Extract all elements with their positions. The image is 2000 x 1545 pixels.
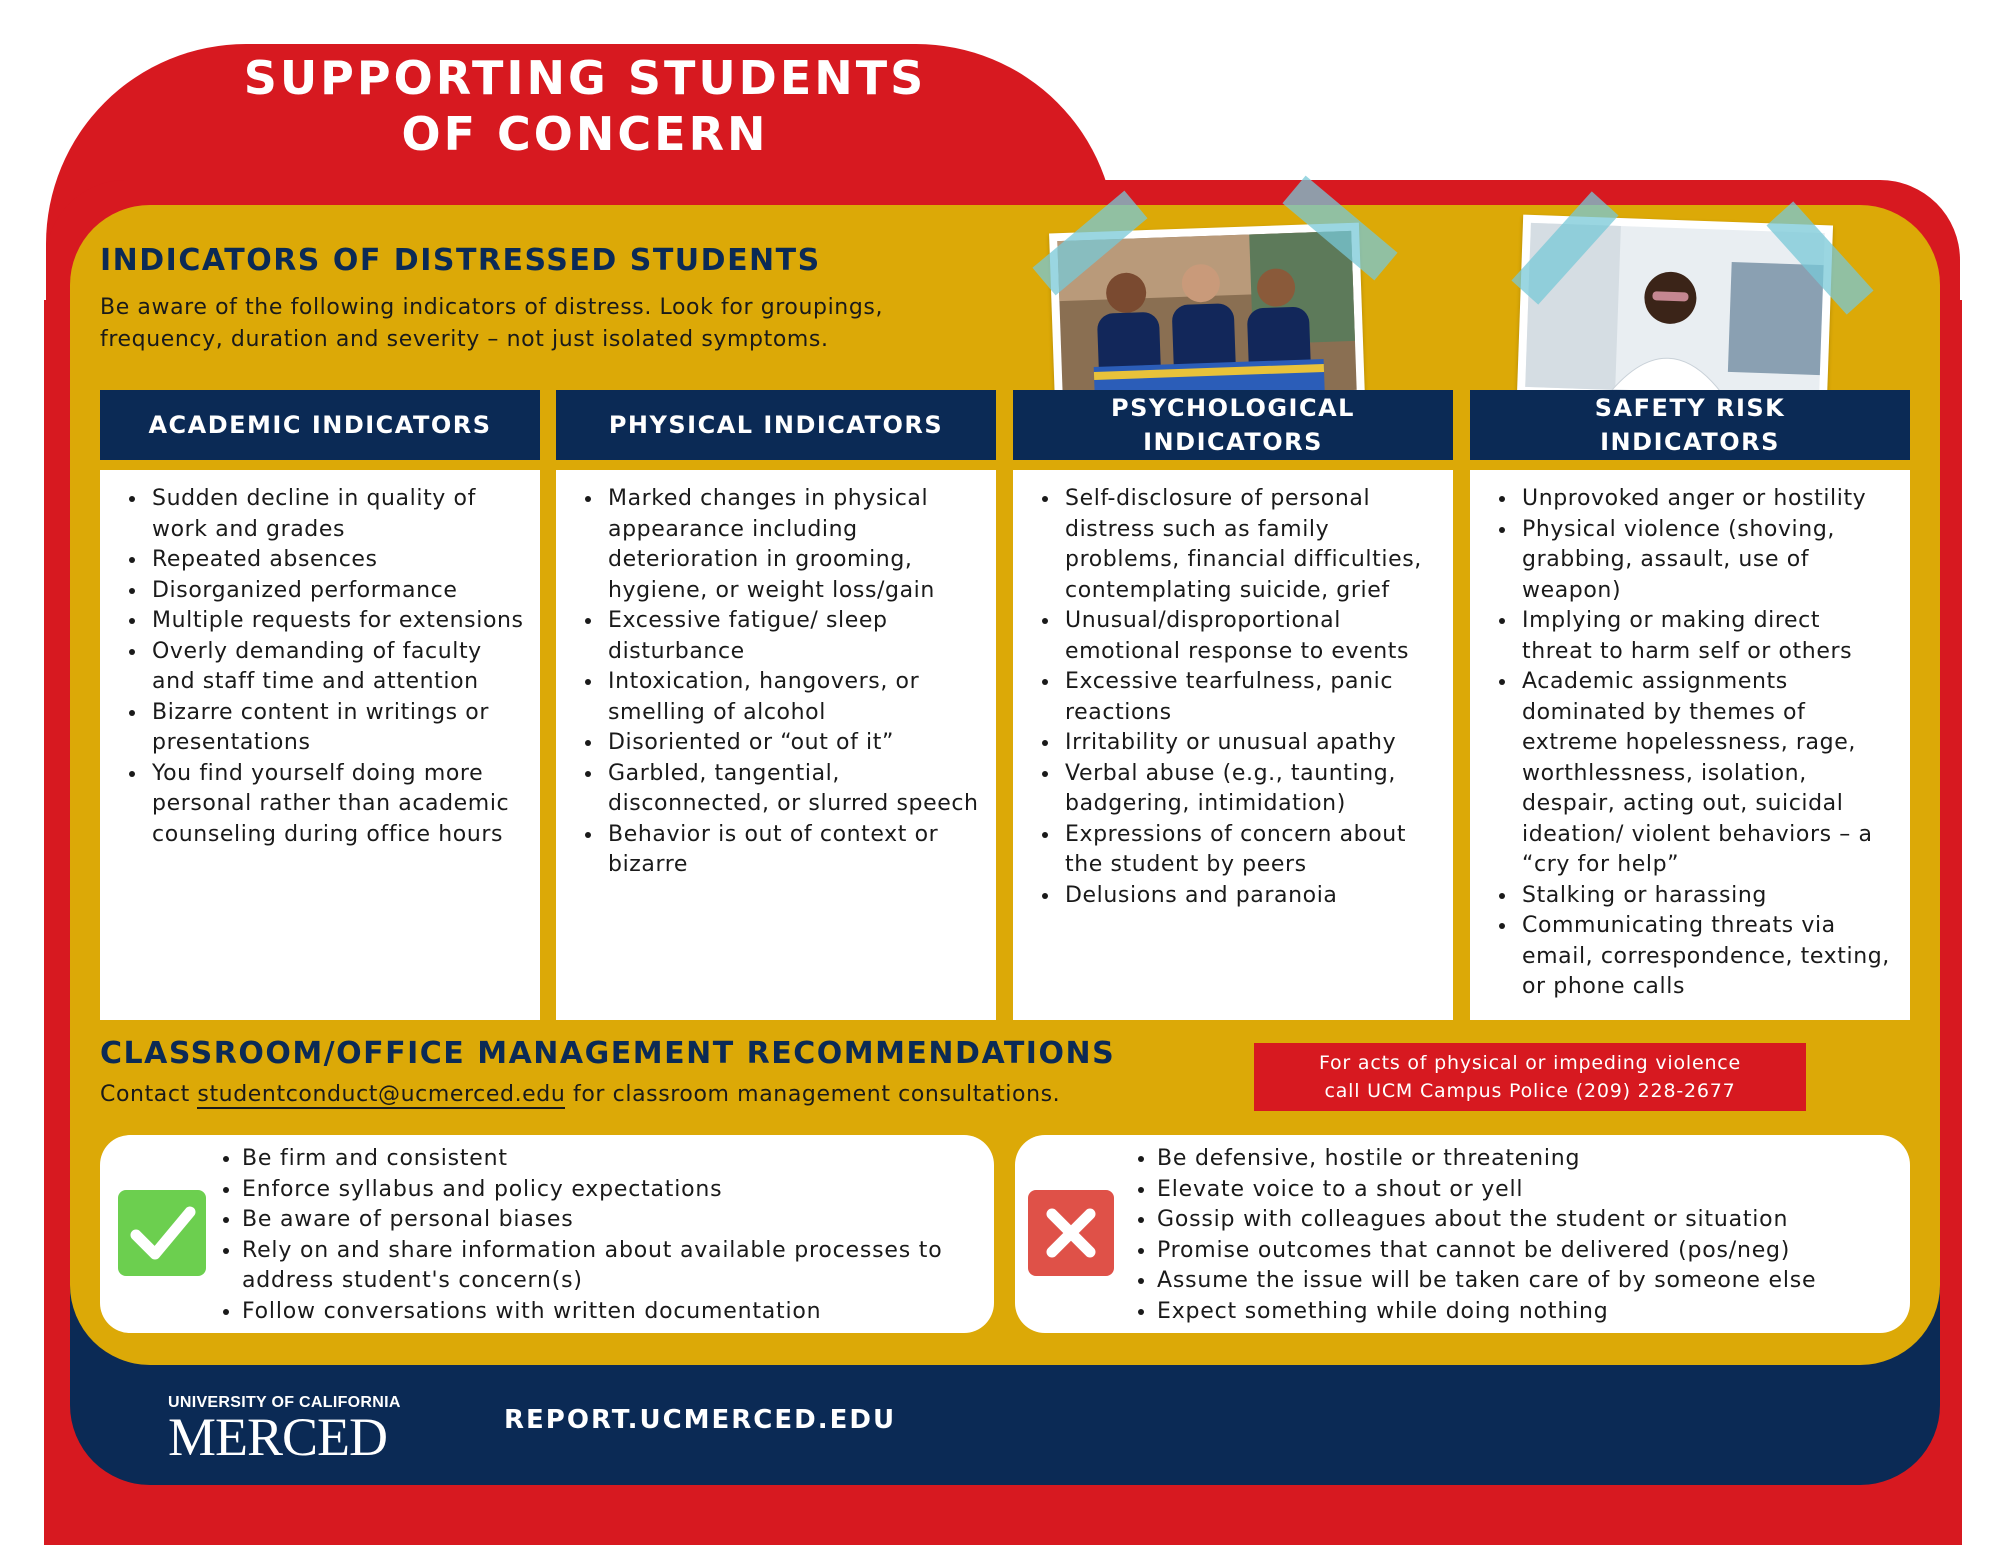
list-item: • Delusions and paranoia: [1061, 881, 1437, 912]
list-item: • Implying or making direct threat to harm self or others: [1518, 606, 1894, 667]
campus-police-line-1: For acts of physical or impeding violence: [1318, 1052, 1742, 1074]
list-item: • Marked changes in physical appearance including deterioration in grooming, hygiene, or weight loss/gain: [604, 484, 980, 606]
list-item: • Elevate voice to a shout or yell: [1157, 1175, 1907, 1206]
campus-police-line-2: call UCM Campus Police (209) 228-2677: [1324, 1080, 1736, 1102]
safety-risk-indicators-header-line-1: SAFETY RISK: [1594, 394, 1786, 422]
list-item: • Assume the issue will be taken care of by someone else: [1157, 1266, 1907, 1297]
list-item: • Be defensive, hostile or threatening: [1157, 1144, 1907, 1175]
list-item: • Enforce syllabus and policy expectations: [242, 1175, 1002, 1206]
list-item: • Physical violence (shoving, grabbing, assault, use of weapon): [1518, 515, 1894, 607]
academic-indicators-box: [100, 470, 540, 1020]
list-item: • Self-disclosure of personal distress such as family problems, financial difficulties, contemplating suicide, grief: [1061, 484, 1437, 606]
indicators-heading: INDICATORS OF DISTRESSED STUDENTS: [100, 243, 821, 278]
list-item: • Expressions of concern about the student by peers: [1061, 820, 1437, 881]
list-item: • Garbled, tangential, disconnected, or slurred speech: [604, 759, 980, 820]
list-item: • Rely on and share information about available processes to address student's concern(s): [242, 1236, 1002, 1297]
physical-indicators-list: [574, 484, 980, 881]
list-item: • Verbal abuse (e.g., taunting, badgering, intimidation): [1061, 759, 1437, 820]
student-conduct-email-link[interactable]: studentconduct@ucmerced.edu: [197, 1082, 566, 1107]
campus-police-callout: [1254, 1043, 1806, 1111]
uc-merced-logo-top: UNIVERSITY OF CALIFORNIA: [168, 1394, 401, 1411]
list-item: • Bizarre content in writings or presentations: [148, 698, 524, 759]
x-mark-icon: [1028, 1190, 1114, 1276]
physical-indicators-header: [556, 390, 996, 460]
list-item: • Communicating threats via email, correspondence, texting, or phone calls: [1518, 911, 1894, 1003]
list-item: • Excessive fatigue/ sleep disturbance: [604, 606, 980, 667]
academic-indicators-list: [118, 484, 524, 850]
list-item: • Disoriented or “out of it”: [604, 728, 980, 759]
management-heading: CLASSROOM/OFFICE MANAGEMENT RECOMMENDATIONS: [100, 1036, 1116, 1071]
list-item: • Unusual/disproportional emotional response to events: [1061, 606, 1437, 667]
checkmark-icon: [118, 1190, 206, 1276]
list-item: • Intoxication, hangovers, or smelling of alcohol: [604, 667, 980, 728]
uc-merced-logo-main: MERCED: [168, 1407, 388, 1467]
list-item: • Multiple requests for extensions: [148, 606, 524, 637]
psychological-indicators-header: [1013, 390, 1453, 460]
psychological-indicators-box: [1013, 470, 1453, 1020]
list-item: • Stalking or harassing: [1518, 881, 1894, 912]
safety-risk-indicators-list: [1488, 484, 1894, 1003]
contact-suffix: for classroom management consultations.: [565, 1082, 1061, 1107]
management-contact: [100, 1082, 1060, 1107]
academic-indicators-header-label: ACADEMIC INDICATORS: [148, 411, 492, 439]
psychological-indicators-header-line-1: PSYCHOLOGICAL: [1111, 394, 1355, 422]
safety-risk-indicators-header: [1470, 390, 1910, 460]
psychological-indicators-header-line-2: INDICATORS: [1143, 428, 1323, 456]
list-item: • Academic assignments dominated by themes of extreme hopelessness, rage, worthlessness, isolation, despair, acting out, suicidal ideation/ violent behaviors – a “cry for help”: [1518, 667, 1894, 881]
list-item: • Follow conversations with written documentation: [242, 1297, 1002, 1328]
page-title-line-2: OF CONCERN: [401, 107, 769, 161]
list-item: • You find yourself doing more personal rather than academic counseling during office hours: [148, 759, 524, 851]
list-item: • Sudden decline in quality of work and grades: [148, 484, 524, 545]
list-item: • Be aware of personal biases: [242, 1205, 1002, 1236]
list-item: • Overly demanding of faculty and staff time and attention: [148, 637, 524, 698]
list-item: • Gossip with colleagues about the student or situation: [1157, 1205, 1907, 1236]
list-item: • Repeated absences: [148, 545, 524, 576]
do-list: [212, 1144, 1002, 1327]
psychological-indicators-list: [1031, 484, 1437, 911]
page-title-line-1: SUPPORTING STUDENTS: [243, 51, 927, 105]
safety-risk-indicators-box: [1470, 470, 1910, 1020]
physical-indicators-header-label: PHYSICAL INDICATORS: [608, 411, 944, 439]
indicators-intro: Be aware of the following indicators of distress. Look for groupings, frequency, duration and severity – not just isolated symptoms.: [100, 295, 884, 352]
contact-prefix: Contact: [100, 1082, 198, 1107]
list-item: • Excessive tearfulness, panic reactions: [1061, 667, 1437, 728]
dont-list: [1127, 1144, 1907, 1327]
physical-indicators-box: [556, 470, 996, 1020]
list-item: • Disorganized performance: [148, 576, 524, 607]
safety-risk-indicators-header-line-2: INDICATORS: [1600, 428, 1780, 456]
report-url-link[interactable]: REPORT.UCMERCED.EDU: [504, 1405, 897, 1435]
uc-merced-logo: [168, 1394, 401, 1467]
list-item: • Expect something while doing nothing: [1157, 1297, 1907, 1328]
list-item: • Unprovoked anger or hostility: [1518, 484, 1894, 515]
list-item: • Behavior is out of context or bizarre: [604, 820, 980, 881]
list-item: • Promise outcomes that cannot be delivered (pos/neg): [1157, 1236, 1907, 1267]
academic-indicators-header: [100, 390, 540, 460]
list-item: • Irritability or unusual apathy: [1061, 728, 1437, 759]
page-title: [200, 50, 970, 162]
list-item: • Be firm and consistent: [242, 1144, 1002, 1175]
